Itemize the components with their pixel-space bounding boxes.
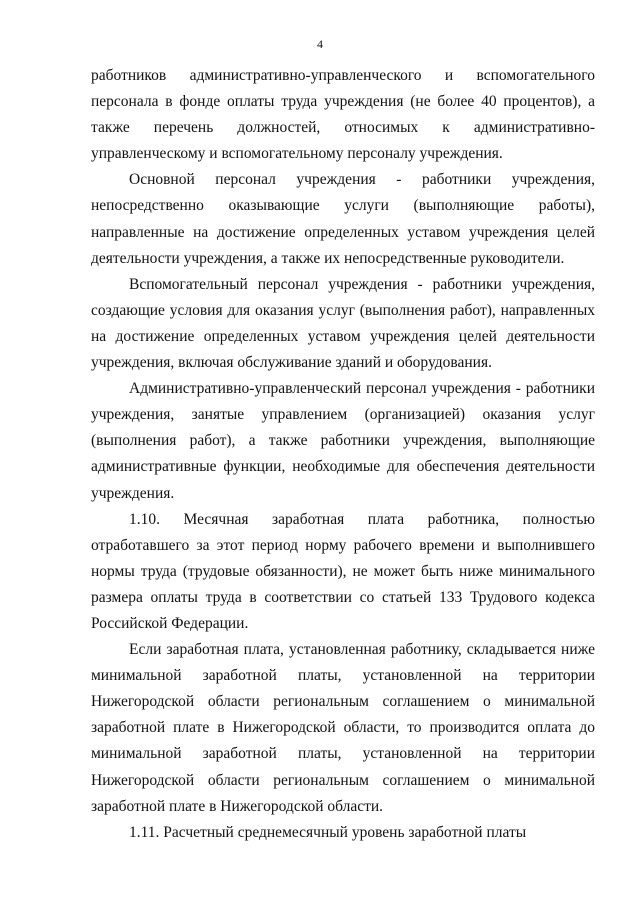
- paragraph-main-personnel: Основной персонал учреждения - работники учреждения, непосредственно оказывающие услуги (выполняющие работы), направленные на достижение определенных уставом учреждения целей деятельности учреждения, а также их непосредственные руководители.: [91, 171, 595, 267]
- document-body: [91, 63, 595, 846]
- paragraph-continuation-personnel-share: работников административно-управленческого и вспомогательного персонала в фонде оплаты труда учреждения (не более 40 процентов), а также перечень должностей, относимых к административно-управленческому и вспомогательному персоналу учреждения.: [91, 67, 595, 163]
- paragraph-section-1-10: 1.10. Месячная заработная плата работника, полностью отработавшего за этот период норму рабочего времени и выполнившего нормы труда (трудовые обязанности), не может быть ниже минимального размера оплаты труда в соответствии со статьей 133 Трудового кодекса Российской Федерации.: [91, 510, 595, 632]
- paragraph-minimum-wage-region: Если заработная плата, установленная работнику, складывается ниже минимальной заработной платы, установленной на территории Нижегородской области региональным соглашением о минимальной заработной плате в Нижегородской области, то производится оплата до минимальной заработной платы, установленной на территории Нижегородской области региональным соглашением о минимальной заработной плате в Нижегородской области.: [91, 641, 595, 815]
- paragraph-section-1-11: 1.11. Расчетный среднемесячный уровень заработной платы: [129, 823, 527, 841]
- paragraph-administrative-personnel: Административно-управленческий персонал учреждения - работники учреждения, занятые управлением (организацией) оказания услуг (выполнения работ), а также работники учреждения, выполняющие административные функции, необходимые для обеспечения деятельности учреждения.: [91, 380, 595, 502]
- paragraph-auxiliary-personnel: Вспомогательный персонал учреждения - работники учреждения, создающие условия для оказания услуг (выполнения работ), направленных на достижение определенных уставом учреждения целей деятельности учреждения, включая обслуживание зданий и оборудования.: [91, 275, 595, 372]
- page-number: 4: [317, 37, 323, 51]
